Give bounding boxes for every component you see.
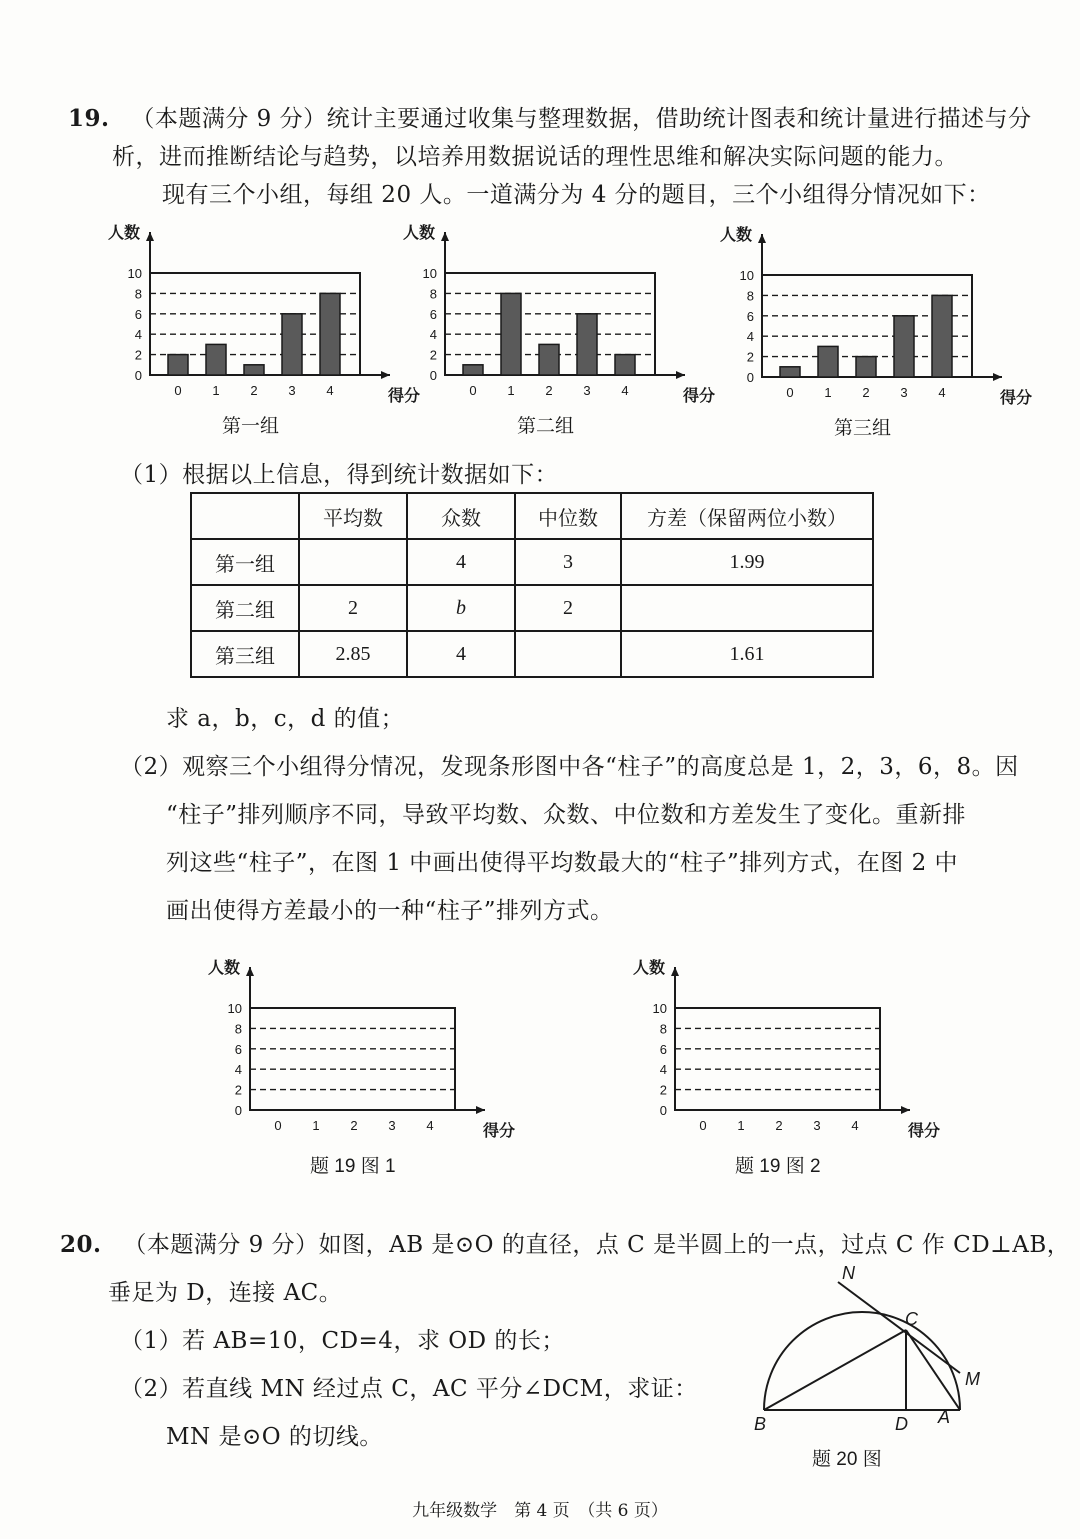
bar [168,355,188,375]
x-axis-arrow [676,371,685,379]
point-label-c: C [905,1309,918,1329]
table-cell [621,585,873,631]
q19-part2-line3: 列这些“柱子”，在图 1 中画出使得平均数最大的“柱子”排列方式，在图 2 中 [166,850,959,876]
chart-group1 [100,220,421,450]
bar [244,365,264,375]
x-tick-label: 3 [583,383,591,398]
x-tick-label: 2 [545,383,553,398]
y-axis-label: 人数 [403,225,436,242]
x-tick-label: 0 [274,1118,282,1133]
chart-title: 题 19 图 1 [310,1156,396,1177]
bar [577,314,597,375]
x-tick-label: 4 [938,385,946,400]
x-tick-label: 4 [326,383,334,398]
table-header-cell: 中位数 [515,493,621,539]
y-axis-arrow [441,232,449,241]
plot-frame [250,1008,455,1110]
stats-table [190,492,874,678]
bar [463,365,483,375]
table-header-cell [191,493,299,539]
chart-title: 第二组 [517,416,575,437]
x-tick-label: 3 [388,1118,396,1133]
table-cell: 第二组 [191,585,299,631]
chart-title: 第一组 [222,416,280,437]
table-cell [515,631,621,677]
table-cell: 2 [515,585,621,631]
y-axis-label: 人数 [633,960,666,977]
q20-part2-cont: MN 是⊙O 的切线。 [166,1424,383,1450]
table-cell: 1.61 [621,631,873,677]
y-tick-label: 4 [746,329,754,345]
y-axis-label: 人数 [108,225,141,242]
q19-text-1: （本题满分 9 分）统计主要通过收集与整理数据，借助统计图表和统计量进行描述与分 [131,106,1032,132]
table-header-cell: 众数 [407,493,515,539]
x-tick-label: 1 [824,385,832,400]
q19-part2-line1: （2）观察三个小组得分情况，发现条形图中各“柱子”的高度总是 1，2，3，6，8。因 [120,754,1019,780]
table-cell: 1.99 [621,539,873,585]
table-cell [299,539,407,585]
y-tick-label: 10 [739,268,754,283]
bar [856,357,876,377]
x-axis-label: 得分 [683,388,716,405]
table-cell: 第一组 [191,539,299,585]
q20-line2: 垂足为 D，连接 AC。 [108,1280,343,1306]
bar [894,316,914,377]
table-cell: 4 [407,539,515,585]
y-tick-label: 10 [127,266,142,281]
q19-part1-intro: （1）根据以上信息，得到统计数据如下： [120,462,559,488]
y-tick-label: 6 [234,1041,242,1057]
y-tick-label: 2 [429,347,437,363]
y-tick-label: 6 [659,1041,667,1057]
q20-text-1: （本题满分 9 分）如图，AB 是⊙O 的直径，点 C 是半圆上的一点，过点 C 作 CD⊥AB， [123,1232,1071,1258]
x-tick-label: 4 [621,383,629,398]
x-axis-label: 得分 [1000,390,1033,407]
y-tick-label: 0 [134,368,142,383]
chord-bc [764,1330,906,1410]
y-axis-label: 人数 [720,227,753,244]
q19-part2-line2: “柱子”排列顺序不同，导致平均数、众数、中位数和方差发生了变化。重新排 [166,802,967,828]
q19-number: 19. [68,105,110,132]
x-tick-label: 3 [813,1118,821,1133]
x-tick-label: 0 [699,1118,707,1133]
y-tick-label: 10 [227,1001,242,1016]
y-axis-label: 人数 [208,960,241,977]
x-tick-label: 4 [851,1118,859,1133]
y-tick-label: 0 [659,1103,667,1118]
y-tick-label: 8 [746,288,754,304]
x-tick-label: 3 [900,385,908,400]
table-header-row [191,493,873,539]
figure-20-title: 题 20 图 [812,1449,882,1470]
bar [206,344,226,375]
x-axis-arrow [993,373,1002,381]
q19-line3: 现有三个小组，每组 20 人。一道满分为 4 分的题目，三个小组得分情况如下： [162,182,991,208]
x-axis-label: 得分 [908,1123,941,1140]
x-tick-label: 1 [212,383,220,398]
y-tick-label: 6 [429,306,437,322]
x-tick-label: 3 [288,383,296,398]
table-row [191,539,873,585]
y-tick-label: 4 [429,327,437,343]
table-cell: 2 [299,585,407,631]
x-tick-label: 2 [350,1118,358,1133]
y-tick-label: 6 [134,306,142,322]
bar [539,344,559,375]
table-row [191,631,873,677]
q20-number: 20. [60,1231,102,1258]
x-tick-label: 2 [862,385,870,400]
y-tick-label: 8 [134,286,142,302]
x-tick-label: 1 [507,383,515,398]
x-tick-label: 4 [426,1118,434,1133]
y-tick-label: 10 [652,1001,667,1016]
y-tick-label: 2 [234,1082,242,1098]
x-tick-label: 1 [737,1118,745,1133]
table-cell: 4 [407,631,515,677]
chart-fig2 [625,955,955,1185]
bar [320,293,340,375]
x-axis-arrow [476,1106,485,1114]
table-cell: 第三组 [191,631,299,677]
line-mn [838,1282,960,1373]
q20-part1: （1）若 AB=10，CD=4，求 OD 的长； [120,1328,565,1354]
q19-part2-line4: 画出使得方差最小的一种“柱子”排列方式。 [166,898,614,924]
y-tick-label: 10 [422,266,437,281]
q20-part2: （2）若直线 MN 经过点 C，AC 平分∠DCM，求证： [120,1376,698,1402]
table-header-cell: 方差（保留两位小数） [621,493,873,539]
x-tick-label: 2 [250,383,258,398]
chart-group3 [712,222,1033,452]
page-footer: 九年级数学 第 4 页 （共 6 页） [412,1501,668,1521]
y-tick-label: 8 [659,1021,667,1037]
table-row [191,585,873,631]
point-label-m: M [965,1369,980,1389]
bar [932,295,952,377]
x-tick-label: 0 [786,385,794,400]
chart-title: 第三组 [834,418,892,439]
point-label-a: A [938,1407,951,1427]
y-tick-label: 0 [234,1103,242,1118]
x-axis-label: 得分 [483,1123,516,1140]
bar [818,346,838,377]
point-label-d: D [895,1414,908,1434]
x-axis-arrow [381,371,390,379]
y-tick-label: 4 [234,1062,242,1078]
point-label-n: N [842,1263,855,1283]
bar [780,367,800,377]
x-tick-label: 1 [312,1118,320,1133]
table-cell: b [407,585,515,631]
q19-line1 [68,100,1032,133]
bar [282,314,302,375]
x-axis-arrow [901,1106,910,1114]
chart-title: 题 19 图 2 [735,1156,821,1177]
y-axis-arrow [758,234,766,243]
bar [501,293,521,375]
table-header-cell: 平均数 [299,493,407,539]
bar [615,355,635,375]
y-tick-label: 4 [659,1062,667,1078]
x-axis-label: 得分 [388,388,421,405]
y-axis-arrow [246,967,254,976]
table-cell: 2.85 [299,631,407,677]
y-tick-label: 8 [429,286,437,302]
x-tick-label: 0 [174,383,182,398]
y-tick-label: 2 [659,1082,667,1098]
y-axis-arrow [146,232,154,241]
y-tick-label: 8 [234,1021,242,1037]
table-cell: 3 [515,539,621,585]
y-tick-label: 0 [746,370,754,385]
q19-line2: 析，进而推断结论与趋势，以培养用数据说话的理性思维和解决实际问题的能力。 [112,144,958,170]
figure-20 [740,1255,1040,1475]
semicircle-arc [764,1312,960,1410]
plot-frame [675,1008,880,1110]
y-tick-label: 6 [746,308,754,324]
y-tick-label: 2 [134,347,142,363]
chart-fig1 [200,955,530,1185]
y-tick-label: 0 [429,368,437,383]
y-tick-label: 4 [134,327,142,343]
y-tick-label: 2 [746,349,754,365]
x-tick-label: 2 [775,1118,783,1133]
chart-group2 [395,220,716,450]
q19-part1-ask: 求 a，b，c，d 的值； [166,706,405,732]
y-axis-arrow [671,967,679,976]
point-label-b: B [754,1414,767,1434]
x-tick-label: 0 [469,383,477,398]
